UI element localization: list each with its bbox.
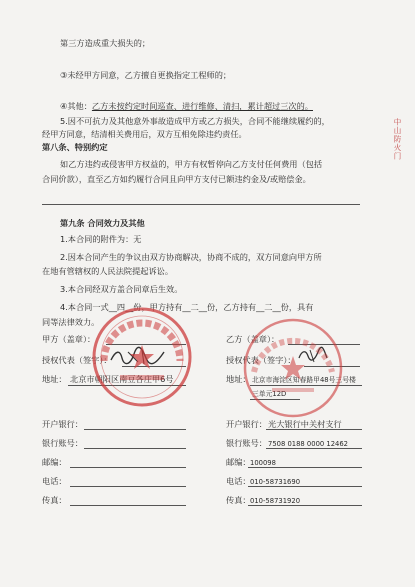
text-line: ③未经甲方同意，乙方擅自更换指定工程师的；: [60, 70, 232, 80]
text-line: 4.本合同一式__四__份，甲方持有__二__份，乙方持有__二__份，具有: [60, 302, 314, 312]
party-b-fax-line: [248, 505, 362, 506]
text-line: 经甲方同意，结清相关费用后，双方互相免除违约责任。: [42, 129, 247, 139]
party-a-address-label: 地址：: [42, 374, 67, 384]
text-line: 3.本合同经双方盖合同章后生效。: [60, 284, 183, 294]
text-line: 合同价款），直至乙方如约履行合同且向甲方支付已额违约金及/或赔偿金。: [42, 174, 311, 184]
text-line: 5.因不可抗力及其他意外事故造成甲方或乙方损失，合同不能继续履约的，: [60, 116, 330, 126]
party-b-bank: 光大银行中关村支行: [268, 419, 342, 429]
party-a-account-label: 银行账号：: [42, 438, 83, 448]
blank-line: [42, 204, 360, 205]
edge-stamp-mark: 中山防火门: [393, 118, 402, 161]
section-8-title: 第八条、特别约定: [42, 142, 108, 152]
party-b-fax-label: 传真：: [226, 495, 251, 505]
party-b-address-label: 地址：: [226, 374, 251, 384]
party-a-label: 甲方（盖章）：: [42, 334, 96, 344]
party-b-post-label: 邮编：: [226, 457, 251, 467]
party-b-phone-label: 电话：: [226, 476, 251, 486]
party-b-phone: 010-58731690: [250, 478, 301, 486]
party-a-bank-label: 开户银行：: [42, 419, 83, 429]
party-b-label: 乙方（盖章）：: [226, 334, 280, 344]
party-b-bank-label: 开户银行：: [226, 419, 267, 429]
party-b-bank-line: [266, 429, 362, 430]
party-b-account-label: 银行账号：: [226, 438, 267, 448]
party-a-address: 北京市朝阳区南豆各庄甲6号: [70, 374, 174, 384]
text-line: 同等法律效力。: [42, 317, 100, 327]
party-a-phone-line: [70, 486, 186, 487]
party-b-phone-line: [248, 486, 362, 487]
party-b-fax: 010-58731920: [250, 497, 301, 505]
party-a-post-line: [70, 467, 186, 468]
party-a-fax-line: [70, 505, 186, 506]
party-b-rep-label: 授权代表（签字）：: [226, 355, 296, 365]
text-line: 2.因本合同产生的争议由双方协商解决，协商不成的，双方同意向甲方所: [60, 252, 322, 262]
text-line: 1.本合同的附件为：无: [60, 234, 142, 244]
party-a-bank-line: [84, 429, 186, 430]
text-line: 第三方造成重大损失的；: [60, 38, 151, 48]
party-a-phone-label: 电话：: [42, 476, 67, 486]
party-a-post-label: 邮编：: [42, 457, 67, 467]
party-a-rep-label: 授权代表（签字）：: [42, 355, 112, 365]
text-line: 如乙方违约或侵害甲方权益的，甲方有权暂停向乙方支付任何费用（包括: [60, 159, 323, 169]
party-a-account-line: [84, 448, 186, 449]
party-b-account: 7508 0188 0000 12462: [268, 440, 348, 448]
party-b-seal-icon: [238, 316, 348, 420]
text-line: 在地有管辖权的人民法院提起诉讼。: [42, 266, 174, 276]
party-b-address: 北京市海淀区知春路甲48号三号楼: [252, 376, 356, 384]
party-a-seal-icon: [90, 305, 194, 409]
party-a-fax-label: 传真：: [42, 495, 67, 505]
party-b-post: 100098: [250, 459, 276, 467]
party-b-post-line: [248, 467, 362, 468]
text-line-other: ④其他：乙方未按约定时间巡查、进行维修、清扫，累计超过三次的。: [60, 101, 313, 111]
section-9-title: 第九条 合同效力及其他: [60, 218, 145, 228]
party-b-account-line: [266, 448, 362, 449]
party-b-address-2: 三单元12D: [252, 390, 287, 398]
